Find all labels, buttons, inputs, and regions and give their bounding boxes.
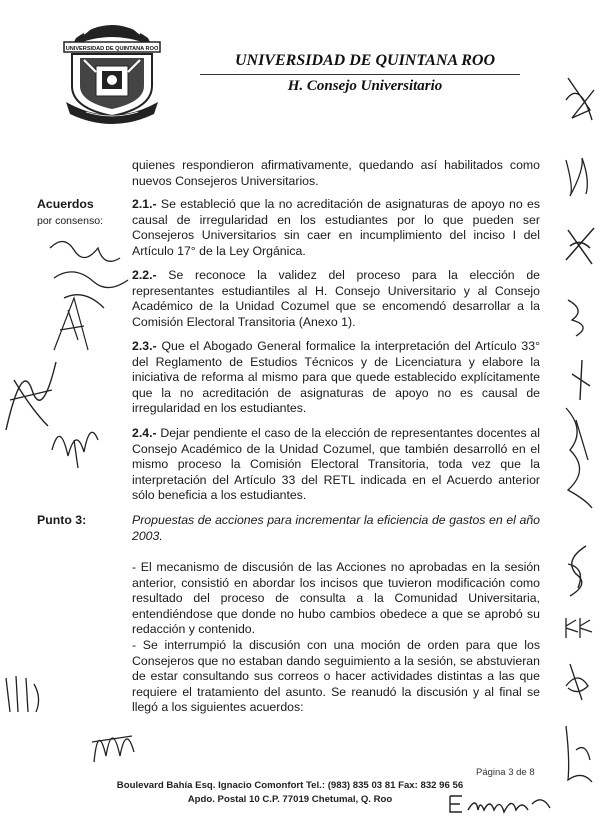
signature-left-5 [2, 668, 46, 718]
footer-address-line-2: Apdo. Postal 10 C.P. 77019 Chetumal, Q. Roo [187, 794, 393, 805]
agreement-text: Se estableció que la no acreditación de asignaturas de apoyo no es causal de irregularidad en los estudiantes por lo que pueden ser Consejeros Universitarios sin caer en incumplimiento del inciso I del Artículo 17° de la Ley Orgánica. [132, 197, 540, 258]
university-seal-logo [56, 16, 168, 124]
agreement-number: 2.1.- [132, 197, 157, 211]
intro-paragraph: quienes respondieron afirmativamente, quedando así habilitados como nuevos Consejeros Universitarios. [132, 158, 540, 188]
header-divider [200, 74, 520, 75]
acuerdos-subtitle: por consenso: [37, 214, 103, 227]
footer-address-line-1: Boulevard Bahía Esq. Ignacio Comonfort Tel.: (983) 835 03 81 Fax: 832 96 56 [116, 780, 464, 791]
signature-right-10 [556, 720, 600, 790]
signature-bottom [446, 790, 556, 818]
signature-right-5 [566, 356, 596, 406]
page-number: Página 3 de 8 [476, 767, 535, 778]
signature-right-8 [562, 612, 596, 642]
signature-right-1 [560, 70, 600, 130]
svg-text:UNIVERSIDAD DE QUINTANA ROO: UNIVERSIDAD DE QUINTANA ROO [65, 46, 159, 52]
signature-right-7 [556, 540, 596, 600]
signature-right-4 [562, 290, 598, 340]
paragraph-mechanism: - El mecanismo de discusión de las Acciones no aprobadas en la sesión anterior, consistió en abordar los incisos que tuvieron modificación como resultado del proceso de consulta a la Comunidad Universitaria, entendiéndose que donde no hubo cambios obedece a que se aprobó su redacción y contenido. [132, 560, 540, 636]
agreement-2-3 [132, 339, 540, 417]
signature-right-6 [556, 400, 600, 510]
signature-left-4 [46, 410, 106, 470]
agreement-text: Se reconoce la validez del proceso para la elección de representantes estudiantiles al H. Consejo Universitario y al Consejo Académico de la Unidad Cozumel que se encomendó desarrollar a la Comisión Electoral Transitoria (Anexo 1). [132, 268, 540, 329]
signature-right-2 [556, 150, 596, 200]
agreement-text: Dejar pendiente el caso de la elección de representantes docentes al Consejo Académico de la Unidad Cozumel, que también desarrolló en el mismo proceso la Comisión Electoral Transitoria, toda vez que la interpretación del Artículo 33 del RETL indicada en el Acuerdo anterior sólo beneficia a los estudiantes. [132, 426, 540, 502]
agreement-number: 2.2.- [132, 268, 157, 282]
punto-3-title: Propuestas de acciones para incrementar la eficiencia de gastos en el año 2003. [132, 513, 540, 543]
agreement-number: 2.4.- [132, 426, 157, 440]
acuerdos-title: Acuerdos [37, 197, 94, 211]
signature-right-9 [560, 660, 594, 704]
agreement-2-4 [132, 426, 540, 504]
punto-label-text: Punto 3: [37, 513, 87, 527]
signature-right-3 [560, 220, 600, 270]
header-subtitle: H. Consejo Universitario [287, 78, 443, 94]
agreement-2-1 [132, 197, 540, 259]
agreement-text: Que el Abogado General formalice la interpretación del Artículo 33° del Reglamento de Estudios Técnicos y de Licenciatura y elabore la iniciativa de reforma al mismo para que quede establecido explícitamente que la no acreditación de asignaturas de apoyo no es causal de irregularidad en los estudiantes. [132, 339, 540, 415]
header-title: UNIVERSIDAD DE QUINTANA ROO [234, 52, 496, 69]
paragraph-motion: - Se interrumpió la discusión con una moción de orden para que los Consejeros que no estaban dando seguimiento a la sesión, se abstuvieran de estar consultando sus correos o hacer actividades distintas a las que requiere el tratamiento del asunto. Se reanudó la discusión y al final se llegó a los siguientes acuerdos: [132, 638, 540, 714]
signature-left-6 [86, 712, 140, 772]
punto-3-label [37, 513, 86, 529]
acuerdos-label [37, 197, 103, 229]
agreement-number: 2.3.- [132, 339, 157, 353]
agreement-2-2 [132, 268, 540, 330]
